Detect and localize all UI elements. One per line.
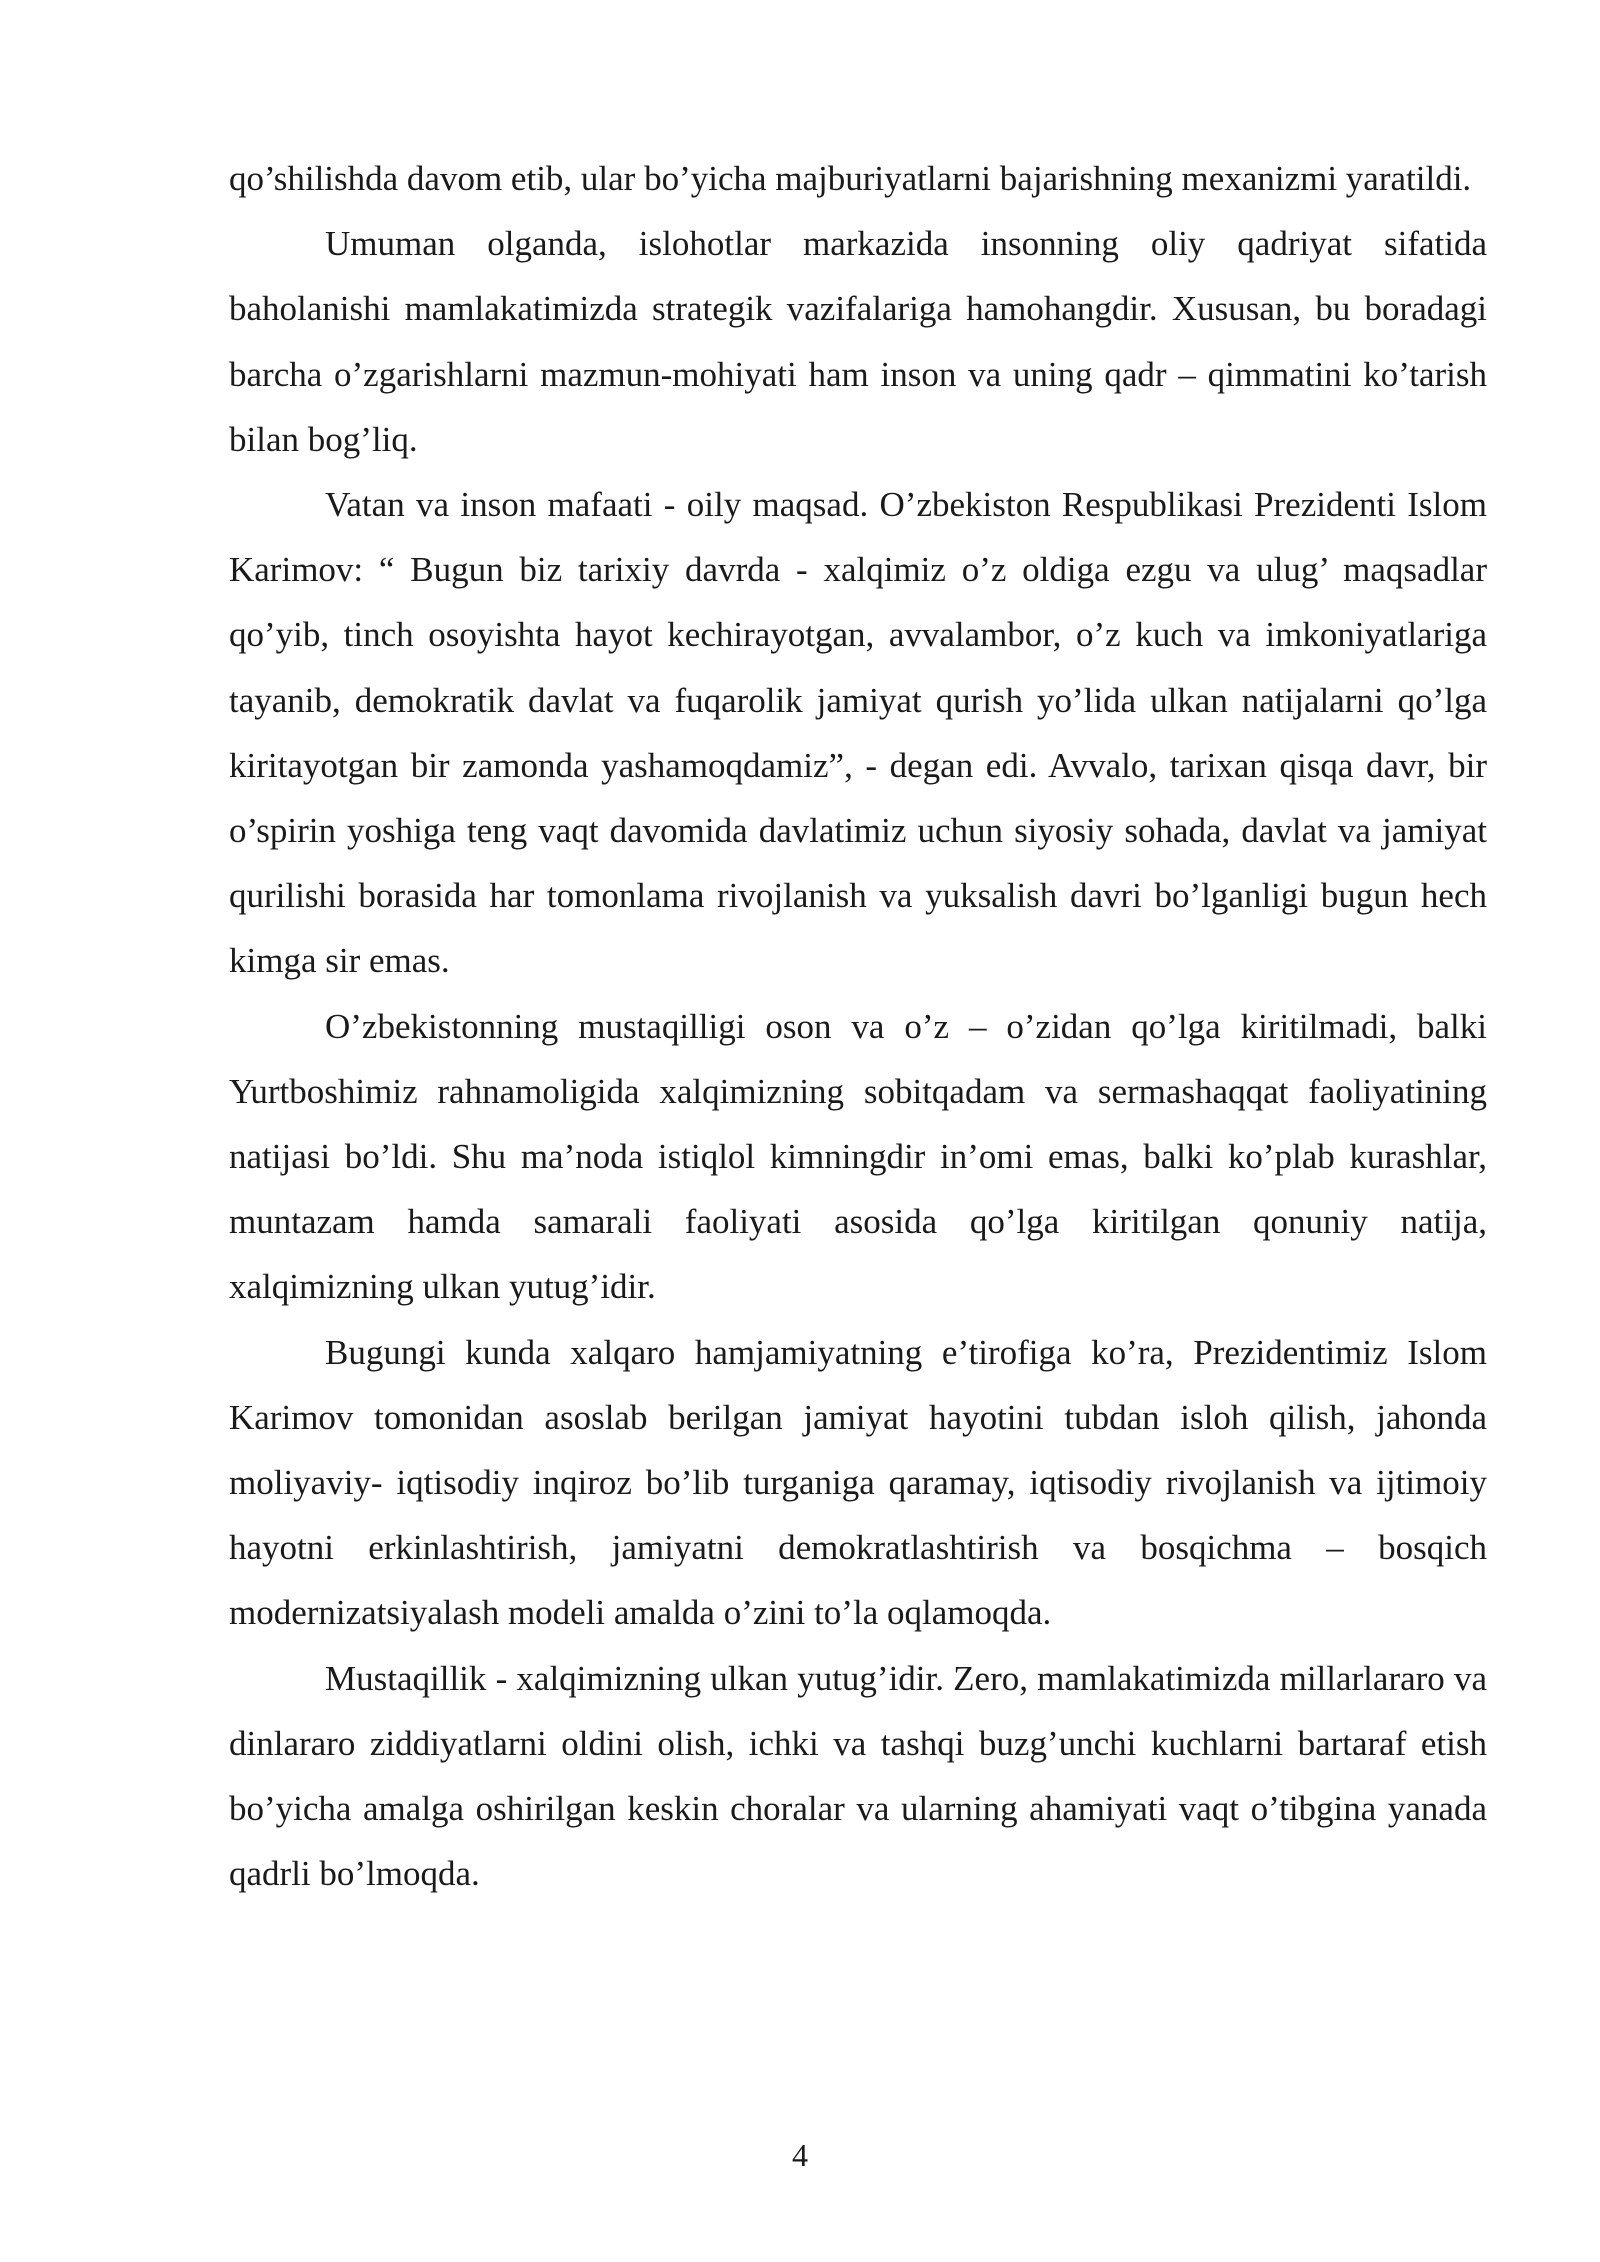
document-body — [229, 146, 1487, 1906]
page-number: 4 — [792, 2137, 808, 2173]
paragraph-4: O’zbekistonning mustaqilligi oson va o’z – o’zidan qo’lga kiritilmadi, balki Yurtboshimiz rahnamoligida xalqimizning sobitqadam va sermashaqqat faoliyatining natijasi bo’ldi. Shu ma’noda istiqlol kimningdir in’omi emas, balki ko’plab kurashlar, muntazam hamda samarali faoliyati asosida qo’lga kiritilgan qonuniy natija, xalqimizning ulkan yutug’idir. — [229, 1006, 1487, 1307]
paragraph-3: Vatan va inson mafaati - oily maqsad. O’zbekiston Respublikasi Prezidenti Islom Karimov: “ Bugun biz tarixiy davrda - xalqimiz o’z oldiga ezgu va ulug’ maqsadlar qo’yib, tinch osoyishta hayot kechirayotgan, avvalambor, o’z kuch va imkoniyatlariga tayanib, demokratik davlat va fuqarolik jamiyat qurish yo’lida ulkan natijalarni qo’lga kiritayotgan bir zamonda yashamoqdamiz”, - degan edi. Avvalo, tarixan qisqa davr, bir o’spirin yoshiga teng vaqt davomida davlatimiz uchun siyosiy sohada, davlat va jamiyat qurilishi borasida har tomonlama rivojlanish va yuksalish davri bo’lganligi bugun hech kimga sir emas. — [229, 485, 1487, 981]
paragraph-5: Bugungi kunda xalqaro hamjamiyatning e’tirofiga ko’ra, Prezidentimiz Islom Karimov tomonidan asoslab berilgan jamiyat hayotini tubdan isloh qilish, jahonda moliyaviy- iqtisodiy inqiroz bo’lib turganiga qaramay, iqtisodiy rivojlanish va ijtimoiy hayotni erkinlashtirish, jamiyatni demokratlashtirish va bosqichma – bosqich modernizatsiyalash modeli amalda o’zini to’la oqlamoqda. — [229, 1332, 1487, 1633]
paragraph-1: qo’shilishda davom etib, ular bo’yicha majburiyatlarni bajarishning mexanizmi yaratildi. — [229, 159, 1472, 198]
paragraph-2: Umuman olganda, islohotlar markazida insonning oliy qadriyat sifatida baholanishi mamlakatimizda strategik vazifalariga hamohangdir. Xususan, bu boradagi barcha o’zgarishlarni mazmun-mohiyati ham inson va uning qadr – qimmatini ko’tarish bilan bog’liq. — [229, 224, 1487, 459]
paragraph-6: Mustaqillik - xalqimizning ulkan yutug’idir. Zero, mamlakatimizda millarlararo va dinlararo ziddiyatlarni oldini olish, ichki va tashqi buzg’unchi kuchlarni bartaraf etish bo’yicha amalga oshirilgan keskin choralar va ularning ahamiyati vaqt o’tibgina yanada qadrli bo’lmoqda. — [229, 1658, 1487, 1894]
